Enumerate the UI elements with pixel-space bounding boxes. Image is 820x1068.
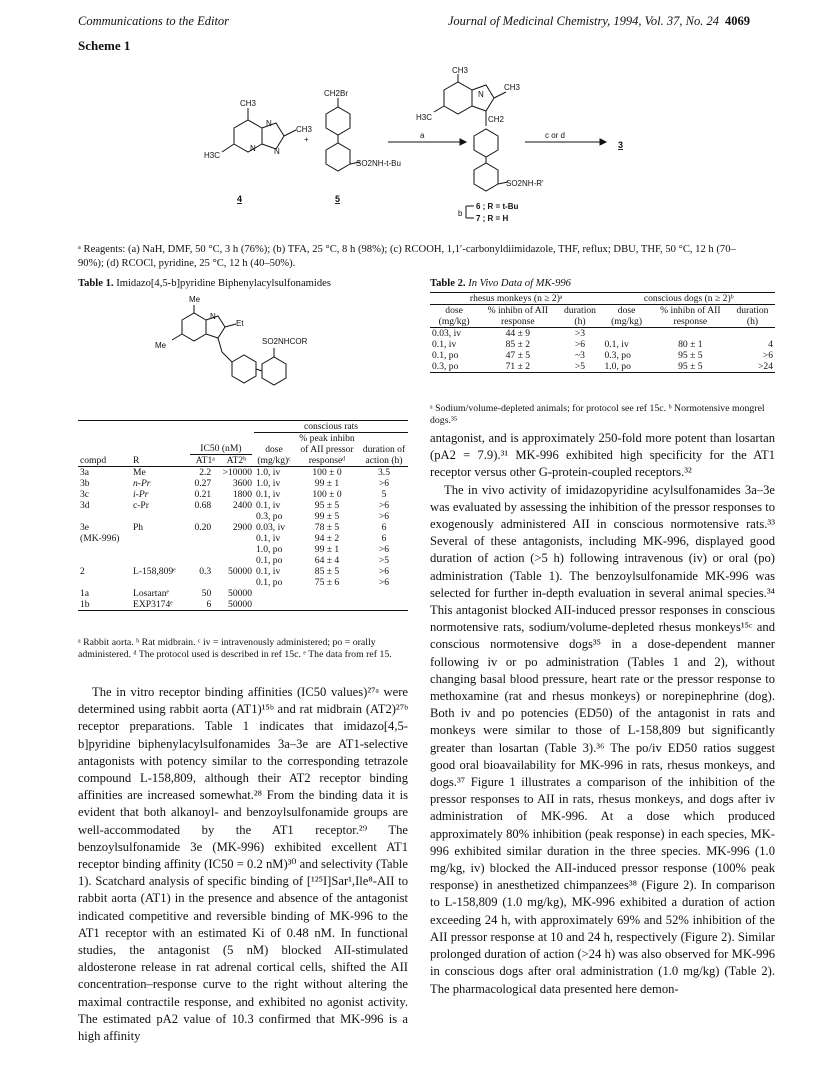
table-cell: >6 — [378, 544, 390, 555]
table-cell — [213, 511, 254, 522]
label-me: Me — [155, 341, 167, 350]
product-7-label: 7 ; R = H — [476, 214, 509, 223]
table-cell: 1a — [80, 588, 90, 599]
table-cell: 85 ± 5 — [314, 566, 340, 577]
table-1-structure — [150, 292, 370, 412]
label-me: Me — [189, 295, 201, 304]
table-cell: 85 ± 2 — [505, 339, 531, 350]
label-n: N — [478, 90, 484, 99]
compound-5-label: 5 — [335, 194, 341, 204]
table-row — [78, 588, 408, 599]
table-cell: 6 — [381, 522, 387, 533]
table-1-header — [188, 433, 254, 467]
table-cell: 0.20 — [194, 522, 212, 533]
table-cell: 95 ± 5 — [678, 350, 703, 361]
table-cell: 0.03, iv — [432, 328, 462, 339]
running-header-left: Communications to the Editor — [78, 14, 230, 28]
table-cell: >6 — [378, 478, 390, 489]
table-1-header: duration of action (h) — [362, 444, 406, 466]
table-cell: 99 ± 1 — [314, 544, 340, 555]
table-cell — [360, 599, 408, 611]
label-so2nh-r: SO2NH-R' — [506, 179, 544, 188]
table-cell: 64 ± 4 — [314, 555, 340, 566]
compound-3-label: 3 — [618, 140, 624, 150]
label-ch3: CH3 — [504, 83, 521, 92]
table-cell: 3b — [80, 478, 90, 489]
table-2-group-header: rhesus monkeys (n ≥ 2)ᵃ — [430, 293, 602, 305]
table-cell: 50000 — [228, 588, 252, 599]
table-cell: 4 — [768, 339, 773, 350]
table-cell: (MK-996) — [80, 533, 120, 544]
table-cell: 0.1, po — [432, 350, 459, 361]
table-row — [78, 511, 408, 522]
table-cell — [213, 577, 254, 588]
table-1-header-ic50: IC50 (nM) — [200, 443, 242, 454]
table-cell — [213, 533, 254, 544]
label-h3c: H3C — [204, 151, 221, 160]
table-cell: >5 — [378, 555, 390, 566]
table-cell: 0.1, po — [256, 577, 283, 588]
table-cell: n-Pr — [132, 478, 151, 489]
table-cell — [131, 555, 188, 566]
scheme-reagents-footnote: ᵃ Reagents: (a) NaH, DMF, 50 °C, 3 h (76%); (b) TFA, 25 °C, 8 h (98%); (c) RCOOH, 1,1′-carbonyldiimidazole, THF, reflux; DBU, THF, 50 °C, 12 h (70–90%); (d) RCOCl, pyridine, 25 °C, 12 h (40–50%). — [78, 244, 736, 269]
table-row — [78, 478, 408, 489]
table-row — [78, 555, 408, 566]
table-cell: 5 — [381, 489, 387, 500]
table-2-header: duration (h) — [564, 305, 596, 327]
table-1-header-at2: AT2ᵇ — [226, 455, 247, 466]
table-cell: 6 — [381, 533, 387, 544]
table-cell: 3d — [80, 500, 90, 511]
table-row — [430, 339, 775, 350]
table-cell: 3.5 — [378, 467, 390, 478]
table-1-group-header: conscious rats — [254, 421, 408, 433]
table-cell: i-Pr — [132, 489, 149, 500]
label-ch3: CH3 — [240, 99, 257, 108]
product-pyridine-ring — [444, 82, 472, 114]
table-cell: >6 — [378, 566, 390, 577]
table-2-header: % inhibn of AII response — [487, 305, 549, 327]
table-cell: 1.0, iv — [256, 478, 281, 489]
table-cell: >10000 — [222, 467, 252, 478]
table-cell — [188, 544, 213, 555]
table-cell: 3600 — [232, 478, 252, 489]
table-2-group-header: conscious dogs (n ≥ 2)ᵇ — [602, 293, 775, 305]
table-row — [78, 467, 408, 479]
table-row — [78, 489, 408, 500]
table-cell: 0.1, iv — [256, 489, 281, 500]
table-cell: 1800 — [232, 489, 252, 500]
table-cell: 0.1, iv — [604, 339, 629, 350]
table-cell: >6 — [762, 350, 773, 361]
table-cell: >24 — [757, 361, 773, 372]
table-cell — [78, 555, 131, 566]
table-cell: 1.0, po — [604, 361, 631, 372]
table-cell: 94 ± 2 — [314, 533, 340, 544]
table-cell — [360, 588, 408, 599]
table-1-header: dose (mg/kg)ᶜ — [257, 444, 291, 466]
table-row — [78, 500, 408, 511]
table-1 — [78, 420, 408, 611]
table-2-header: % inhibn of AII response — [660, 305, 721, 327]
table-cell: 3e — [80, 522, 90, 533]
table-cell — [730, 328, 775, 340]
table-cell: c-Pr — [132, 500, 149, 511]
label-et: Et — [236, 319, 244, 328]
table-cell: 99 ± 5 — [314, 511, 340, 522]
product-lower-ring — [474, 163, 498, 191]
table-cell: 95 ± 5 — [678, 361, 703, 372]
table-1-header: R — [132, 455, 140, 466]
table-cell — [188, 555, 213, 566]
table-cell: 50000 — [228, 599, 252, 610]
table-1-title: Imidazo[4,5-b]pyridine Biphenylacylsulfonamides — [116, 278, 331, 289]
compound-4-pyridine-ring — [234, 120, 262, 152]
body-paragraph: The in vivo activity of imidazopyridine acylsulfonamides 3a–3e was evaluated by assessing the inhibition of the pressor responses to exogenously administered AII in conscious normotensive rats.³³ Several of these antagonists, including MK-996, displayed good duration of action (>5 h) following intravenous (iv) or oral (po) administration (Table 1). The benzoylsulfonamide MK-996 was selected for further in-depth evaluation in several animal species.³⁴ This antagonist blocked AII-induced pressor responses in conscious normotensive rats, sodium/volume-depleted rhesus monkeys¹⁵ᶜ and conscious normotensive dogs³⁵ in a dose-dependent manner following iv or po administration (Tables 1 and 2), without changing basal blood pressure, heart rate or the pressor response to methoxamine (rat and rhesus monkeys) or norepinephrine (dog). Both iv and po potencies (ED50) of the antagonist in rats and monkeys were similar to those of L-158,809 but significantly greater than losartan (Table 3).³⁶ The po/iv ED50 ratios suggest good oral bioavailability for MK-996 in rats, rhesus monkeys, and dogs.³⁷ Figure 1 illustrates a comparison of the inhibition of the pressor responses to AII in rats, rhesus monkeys, and dogs after iv administration of MK-996. At a dose which produced approximately 80% inhibition (peak response) in each species, MK-996 exhibited similar duration in the three species. MK-996 (1.0 mg/kg, iv) blocked the AII-induced pressor response (100% peak response) in anesthetized chimpanzees³⁸ (Figure 2). In comparison to L-158,809 (1.0 mg/kg), MK-996 exhibited a duration of action exceeding 24 h, with approximately 69% and 52% inhibition of the AII pressor response at 10 and 24 h, respectively (Figure 2). Similar prolonged duration of action (>24 h) was also observed for MK-996 in conscious dogs after oral administration (1.0 mg/kg) (Table 2). The pharmacological data presented here demon- — [430, 482, 775, 996]
table-cell: >6 — [574, 339, 586, 350]
table-cell: >6 — [378, 500, 390, 511]
table-cell: 71 ± 2 — [505, 361, 531, 372]
table-cell: 50 — [201, 588, 212, 599]
table-cell: 50000 — [228, 566, 252, 577]
table-row — [430, 328, 775, 340]
table-cell: ~3 — [574, 350, 585, 361]
arrow-label-a: a — [420, 131, 425, 140]
table-cell: 1b — [80, 599, 90, 610]
table-cell — [131, 533, 188, 544]
table-cell — [602, 328, 650, 340]
table-cell: 0.1, iv — [256, 533, 281, 544]
product-6-label: 6 ; R = t-Bu — [476, 202, 519, 211]
journal-citation: Journal of Medicinal Chemistry, 1994, Vol. 37, No. 24 — [447, 14, 719, 28]
table-row — [78, 566, 408, 577]
table-cell: 0.27 — [194, 478, 212, 489]
table-cell: 47 ± 5 — [505, 350, 531, 361]
table-2 — [430, 292, 775, 373]
label-n: N — [274, 147, 280, 156]
scheme-title: Scheme 1 — [78, 38, 131, 53]
table-row — [78, 544, 408, 555]
plus-sign: + — [304, 135, 309, 144]
label-so2nh-tbu: SO2NH-t-Bu — [356, 159, 401, 168]
compound-5-lower-ring — [326, 143, 350, 171]
table-cell — [188, 511, 213, 522]
table-cell: >3 — [574, 328, 586, 339]
page-number: 4069 — [725, 14, 750, 28]
table-cell — [78, 544, 131, 555]
table-cell — [294, 588, 360, 599]
table-row — [78, 577, 408, 588]
label-ch2br: CH2Br — [324, 89, 349, 98]
table-1-label: Table 1. — [78, 278, 114, 289]
running-header-right — [448, 14, 750, 29]
table-cell: 0.1, iv — [256, 566, 281, 577]
product-upper-ring — [474, 129, 498, 157]
table-2-label: Table 2. — [430, 278, 466, 289]
table-cell: 2 — [80, 566, 85, 577]
table-cell: >6 — [378, 511, 390, 522]
table-cell: 100 ± 0 — [312, 489, 342, 500]
table-1-header-at1: AT1ᵃ — [195, 455, 215, 466]
table-1-caption — [78, 278, 408, 289]
table-cell — [213, 555, 254, 566]
table-cell: Me — [132, 467, 146, 478]
table-cell — [131, 511, 188, 522]
compound-5-upper-ring — [326, 107, 350, 135]
table-1-footnote: ᵃ Rabbit aorta. ᵇ Rat midbrain. ᶜ iv = intravenously administered; po = orally administered. ᵈ The protocol used is described in ref 15c. ᵉ The data from ref 15. — [78, 637, 392, 660]
table-cell: 2900 — [232, 522, 252, 533]
table-row — [430, 361, 775, 373]
step-b-label: b — [458, 209, 463, 218]
table-cell: 75 ± 6 — [314, 577, 340, 588]
table-2-title: In Vivo Data of MK-996 — [468, 278, 571, 289]
table-cell: 0.3, po — [432, 361, 459, 372]
body-column-left — [78, 684, 408, 1045]
label-ch2: CH2 — [488, 115, 505, 124]
table-cell: 1.0, po — [256, 544, 283, 555]
table-cell: EXP3174ᵉ — [132, 599, 173, 610]
table-cell: 0.3, po — [604, 350, 631, 361]
table-cell: 1.0, iv — [256, 467, 281, 478]
body-column-right — [430, 430, 775, 998]
table-cell: 3c — [80, 489, 90, 500]
table-cell: 0.3 — [199, 566, 212, 577]
label-so2nhcor: SO2NHCOR — [262, 337, 308, 346]
table-cell: 3a — [80, 467, 90, 478]
table-cell: L-158,809ᵉ — [132, 566, 176, 577]
table-cell: 6 — [206, 599, 212, 610]
table-cell — [78, 511, 131, 522]
table-cell: 78 ± 5 — [314, 522, 340, 533]
table-cell: 2.2 — [199, 467, 212, 478]
body-paragraph: The in vitro receptor binding affinities (IC50 values)²⁷ᵃ were determined using rabbit aorta (AT1)¹⁵ᵇ and rat midbrain (AT2)²⁷ᵇ receptor preparations. Table 1 indicates that imidazo[4,5-b]pyridine biphenylacylsulfonamides 3a–3e are AT1-selective antagonists with potency similar to the corresponding tetrazole compound L-158,809, although their AT2 receptor binding affinities are increased somewhat.²⁸ From the binding data it is evident that both alkanoyl- and benzoylsulfonamide groups are well-accommodated by the AT1 receptor.²⁹ The benzoylsulfonamide 3e (MK-996) exhibited excellent AT1 receptor binding affinity (IC50 = 0.2 nM)³⁰ and selectivity (Table 1). Scatchard analysis of specific binding of [¹²⁵I]Sar¹,Ile⁸-AII to rabbit aorta (AT1) in the presence and absence of the antagonist indicated competitive and reversible binding of MK-996 to the AT1 receptor with an estimated Ki of 0.48 nM. In functional studies, the antagonist (5 nM) blocked AII-stimulated aldosterone release in rat adrenal cortical cells, shifted the AII concentration–response curve to the right without altering the maximal contractile response, and exhibited no agonist activity. The estimated pA2 value of 10.3 confirmed that MK-996 is a high affinity — [78, 685, 408, 1044]
label-ch3: CH3 — [296, 125, 313, 134]
table-row — [430, 350, 775, 361]
table-cell — [131, 577, 188, 588]
table-cell: 44 ± 9 — [505, 328, 531, 339]
table-row — [78, 533, 408, 544]
label-h3c: H3C — [416, 113, 433, 122]
table-2-header: dose (mg/kg) — [611, 305, 643, 327]
table-cell: 0.1, po — [256, 555, 283, 566]
table-cell: 0.68 — [194, 500, 212, 511]
table-cell: >6 — [378, 577, 390, 588]
table-cell — [254, 599, 294, 611]
table-2-caption — [430, 278, 760, 289]
table-row — [78, 522, 408, 533]
table-cell: 80 ± 1 — [678, 339, 703, 350]
table-cell: 100 ± 0 — [312, 467, 342, 478]
table-cell: 0.1, iv — [432, 339, 457, 350]
table-row — [78, 599, 408, 611]
label-n: N — [266, 119, 272, 128]
table-cell — [213, 544, 254, 555]
body-paragraph: antagonist, and is approximately 250-fold more potent than losartan (pA2 = 7.9).³¹ MK-996 exhibited high specificity for the AT1 receptor versus other G-protein-coupled receptors.³² — [430, 431, 775, 480]
table-cell: Losartanᵉ — [132, 588, 169, 599]
compound-4-label: 4 — [237, 194, 243, 204]
table-2-footnote: ᵃ Sodium/volume-depleted animals; for protocol see ref 15c. ᵇ Normotensive mongrel dogs.³⁵ — [430, 403, 765, 426]
table-cell — [78, 577, 131, 588]
label-n: N — [210, 312, 216, 321]
table-cell — [188, 533, 213, 544]
table-1-header: compd — [80, 455, 107, 466]
table-2-header: dose (mg/kg) — [438, 305, 470, 327]
table-1-header: % peak inhibn of AII pressor responseᵈ — [299, 433, 355, 466]
table-cell — [131, 544, 188, 555]
table-cell: 0.3, po — [256, 511, 283, 522]
table-cell: 95 ± 5 — [314, 500, 340, 511]
table-cell — [188, 577, 213, 588]
table-cell: 0.1, iv — [256, 500, 281, 511]
table-cell: Ph — [132, 522, 144, 533]
label-n: N — [250, 144, 256, 153]
table-cell: 0.21 — [194, 489, 212, 500]
table-cell: 2400 — [232, 500, 252, 511]
table-cell — [254, 588, 294, 599]
table-cell — [651, 328, 730, 340]
table-cell: 0.03, iv — [256, 522, 286, 533]
table-cell: 99 ± 1 — [314, 478, 340, 489]
label-ch3: CH3 — [452, 66, 469, 75]
arrow-label-cd: c or d — [545, 131, 566, 140]
table-cell: >5 — [574, 361, 586, 372]
table-2-header: duration (h) — [736, 305, 769, 327]
scheme-1-diagram — [190, 66, 660, 242]
table-cell — [294, 599, 360, 611]
